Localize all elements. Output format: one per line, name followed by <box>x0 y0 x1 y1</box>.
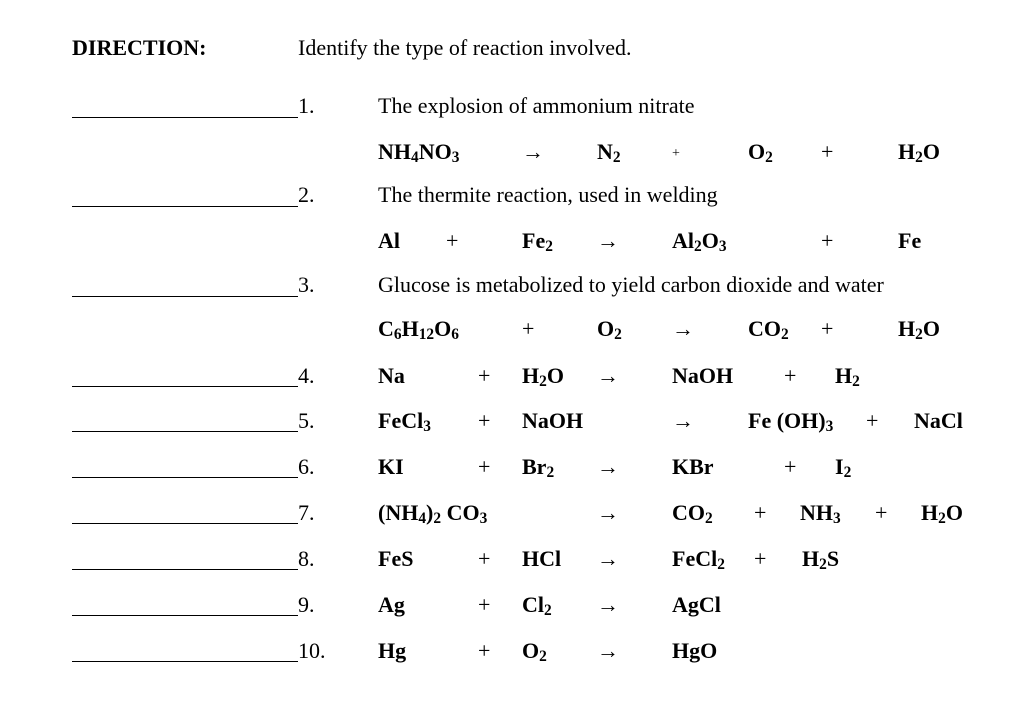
formula-ag: Ag <box>378 592 405 617</box>
formula-kbr: KBr <box>672 454 714 479</box>
arrow: → <box>597 363 619 388</box>
formula-i2: $I_2$ <box>835 454 852 482</box>
formula-nh42co3: $(NH_4)_2$ $CO_3$ <box>378 500 488 528</box>
plus: + <box>522 316 535 341</box>
item-number: 3. <box>298 272 315 297</box>
formula-o2: $O_2$ <box>597 316 622 344</box>
formula-al: Al <box>378 228 400 253</box>
item-description: Glucose is metabolized to yield carbon dioxide and water <box>378 272 884 297</box>
arrow: → <box>522 139 544 164</box>
answer-blank-6[interactable] <box>72 477 298 478</box>
plus: + <box>478 592 491 617</box>
plus: + <box>754 500 767 525</box>
formula-fe: Fe <box>898 228 922 253</box>
arrow: → <box>597 228 619 253</box>
plus: + <box>478 638 491 663</box>
plus: + <box>821 316 834 341</box>
arrow: → <box>672 316 694 341</box>
plus: + <box>784 454 797 479</box>
answer-blank-3[interactable] <box>72 296 298 297</box>
formula-h2o: $H_2O$ <box>522 363 564 391</box>
plus: + <box>478 363 491 388</box>
formula-c6h12o6: $C_6H_{12}O_6$ <box>378 316 459 344</box>
formula-naoh: NaOH <box>672 363 734 388</box>
plus: + <box>478 546 491 571</box>
formula-nacl: NaCl <box>914 408 963 433</box>
arrow: → <box>597 592 619 617</box>
item-number: 9. <box>298 592 315 617</box>
plus: + <box>821 139 834 164</box>
formula-br2: $Br_2$ <box>522 454 555 482</box>
formula-al2o3: $Al_2O_3$ <box>672 228 727 256</box>
item-number: 8. <box>298 546 315 571</box>
formula-nh3: $NH_3$ <box>800 500 841 528</box>
plus: + <box>672 146 680 161</box>
answer-blank-2[interactable] <box>72 206 298 207</box>
formula-fecl3: FeCl$_3$ <box>378 408 431 436</box>
item-number: 7. <box>298 500 315 525</box>
formula-h2o: $H_2O$ <box>898 139 940 167</box>
answer-blank-8[interactable] <box>72 569 298 570</box>
plus: + <box>478 408 491 433</box>
instruction-text: Identify the type of reaction involved. <box>298 35 632 60</box>
formula-fe2: $Fe_2$ <box>522 228 553 256</box>
formula-ki: KI <box>378 454 404 479</box>
formula-hcl: HCl <box>522 546 562 571</box>
formula-fes: FeS <box>378 546 414 571</box>
item-description: The thermite reaction, used in welding <box>378 182 718 207</box>
plus: + <box>875 500 888 525</box>
item-number: 1. <box>298 93 315 118</box>
direction-label: DIRECTION: <box>72 35 207 60</box>
arrow: → <box>597 638 619 663</box>
formula-o2: $O_2$ <box>748 139 773 167</box>
formula-h2o: $H_2O$ <box>921 500 963 528</box>
formula-o2: $O_2$ <box>522 638 547 666</box>
formula-nh4no3: $NH_4NO_3$ <box>378 139 460 167</box>
item-description: The explosion of ammonium nitrate <box>378 93 695 118</box>
formula-n2: $N_2$ <box>597 139 621 167</box>
formula-hg: Hg <box>378 638 407 663</box>
answer-blank-10[interactable] <box>72 661 298 662</box>
item-number: 4. <box>298 363 315 388</box>
item-number: 6. <box>298 454 315 479</box>
answer-blank-5[interactable] <box>72 431 298 432</box>
answer-blank-4[interactable] <box>72 386 298 387</box>
answer-blank-1[interactable] <box>72 117 298 118</box>
formula-h2s: $H_2S$ <box>802 546 840 574</box>
plus: + <box>478 454 491 479</box>
formula-hgo: HgO <box>672 638 718 663</box>
formula-fecl2: FeCl$_2$ <box>672 546 725 574</box>
arrow: → <box>597 500 619 525</box>
item-number: 2. <box>298 182 315 207</box>
formula-agcl: AgCl <box>672 592 721 617</box>
formula-co2: $CO_2$ <box>672 500 713 528</box>
formula-h2: $H_2$ <box>835 363 860 391</box>
item-number: 10. <box>298 638 326 663</box>
arrow: → <box>597 454 619 479</box>
formula-h2o: $H_2O$ <box>898 316 940 344</box>
formula-co2: $CO_2$ <box>748 316 789 344</box>
answer-blank-9[interactable] <box>72 615 298 616</box>
plus: + <box>866 408 879 433</box>
plus: + <box>446 228 459 253</box>
formula-feoh3: Fe $(OH)_3$ <box>748 408 834 436</box>
answer-blank-7[interactable] <box>72 523 298 524</box>
arrow: → <box>672 408 694 433</box>
formula-naoh: NaOH <box>522 408 584 433</box>
plus: + <box>754 546 767 571</box>
plus: + <box>821 228 834 253</box>
plus: + <box>784 363 797 388</box>
formula-cl2: $Cl_2$ <box>522 592 552 620</box>
formula-na: Na <box>378 363 405 388</box>
item-number: 5. <box>298 408 315 433</box>
arrow: → <box>597 546 619 571</box>
